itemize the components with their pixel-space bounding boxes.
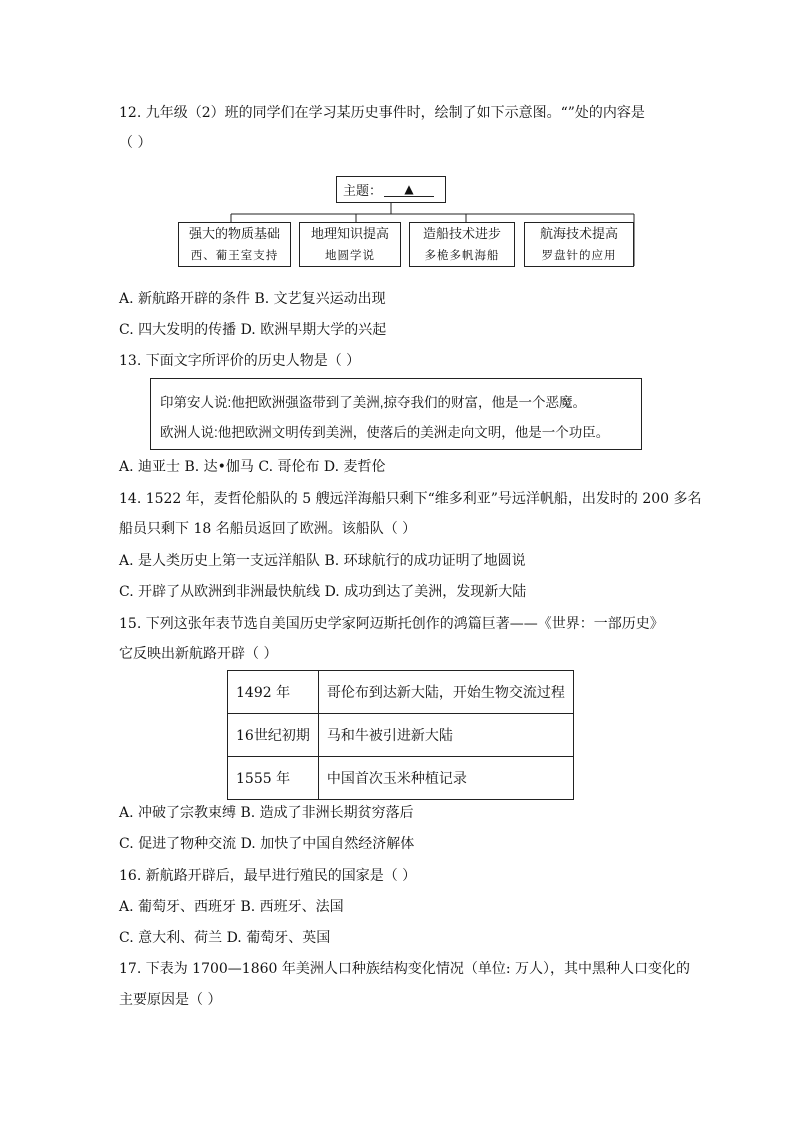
q15-timeline-table — [227, 670, 574, 800]
table-cell-event: 马和牛被引进新大陆 — [318, 714, 573, 757]
q15-options-cd: C. 促进了物种交流 D. 加快了中国自然经济解体 — [119, 836, 415, 852]
q16-stem: 16. 新航路开辟后，最早进行殖民的国家是（ ） — [119, 868, 417, 884]
diagram-box-1 — [178, 222, 291, 267]
diagram-box-3 — [409, 222, 515, 267]
diagram-box-sub: 西、葡王室支持 — [190, 248, 279, 262]
q12-options-cd: C. 四大发明的传播 D. 欧洲早期大学的兴起 — [119, 322, 387, 338]
q12-stem-line1: 12. 九年级（2）班的同学们在学习某历史事件时，绘制了如下示意图。“”处的内容是 — [119, 105, 645, 121]
q15-stem-line1: 15. 下列这张年表节选自美国历史学家阿迈斯托创作的鸿篇巨著——《世界：一部历史》 — [119, 616, 664, 632]
diagram-box-sub: 地圆学说 — [325, 248, 375, 262]
table-cell-year: 1555 年 — [228, 757, 319, 800]
q13-quote-line2: 欧洲人说:他把欧洲文明传到美洲，使落后的美洲走向文明，他是一个功臣。 — [160, 425, 610, 440]
q17-stem-line2: 主要原因是（ ） — [119, 992, 222, 1008]
table-row — [228, 757, 574, 800]
q12-stem-line2: （ ） — [119, 135, 152, 151]
diagram-box-sub: 多桅多帆海船 — [424, 248, 500, 262]
theme-label: 主题： — [343, 184, 383, 199]
table-row — [228, 714, 574, 757]
diagram-box-4 — [524, 222, 634, 267]
table-cell-year: 16世纪初期 — [228, 714, 319, 757]
table-cell-event: 中国首次玉米种植记录 — [318, 757, 573, 800]
q15-options-ab: A. 冲破了宗教束缚 B. 造成了非洲长期贫穷落后 — [119, 805, 414, 821]
q15-stem-line2: 它反映出新航路开辟（ ） — [119, 646, 278, 662]
diagram-box-title: 强大的物质基础 — [188, 227, 280, 242]
q17-stem-line1: 17. 下表为 1700—1860 年美洲人口种族结构变化情况（单位: 万人），其中黑种人口变化的 — [119, 961, 691, 977]
q13-options: A. 迪亚士 B. 达•伽马 C. 哥伦布 D. 麦哲伦 — [119, 459, 386, 475]
q13-stem: 13. 下面文字所评价的历史人物是（ ） — [119, 353, 361, 369]
q14-stem-line2: 船员只剩下 18 名船员返回了欧洲。该船队（ ） — [119, 521, 417, 537]
theme-blank: ▲ — [384, 182, 434, 197]
diagram-box-title: 地理知识提高 — [310, 227, 389, 242]
diagram-box-title: 造船技术进步 — [422, 227, 501, 242]
diagram-box-2 — [299, 222, 401, 267]
q13-quote-box — [150, 378, 642, 450]
table-row — [228, 671, 574, 714]
q13-quote-line1: 印第安人说:他把欧洲强盗带到了美洲,掠夺我们的财富，他是一个恶魔。 — [160, 395, 587, 410]
diagram-box-title: 航海技术提高 — [539, 227, 618, 242]
q14-options-ab: A. 是人类历史上第一支远洋船队 B. 环球航行的成功证明了地圆说 — [119, 553, 526, 569]
q14-options-cd: C. 开辟了从欧洲到非洲最快航线 D. 成功到达了美洲，发现新大陆 — [119, 584, 527, 600]
table-cell-year: 1492 年 — [228, 671, 319, 714]
diagram-box-sub: 罗盘针的应用 — [541, 248, 617, 262]
q12-options-ab: A. 新航路开辟的条件 B. 文艺复兴运动出现 — [119, 291, 386, 307]
diagram-theme-box — [336, 176, 446, 203]
table-cell-event: 哥伦布到达新大陆，开始生物交流过程 — [318, 671, 573, 714]
q16-options-cd: C. 意大利、荷兰 D. 葡萄牙、英国 — [119, 930, 331, 946]
q16-options-ab: A. 葡萄牙、西班牙 B. 西班牙、法国 — [119, 899, 344, 915]
q14-stem-line1: 14. 1522 年，麦哲伦船队的 5 艘远洋海船只剩下“维多利亚”号远洋帆船，出发时的 200 多名 — [119, 491, 702, 507]
